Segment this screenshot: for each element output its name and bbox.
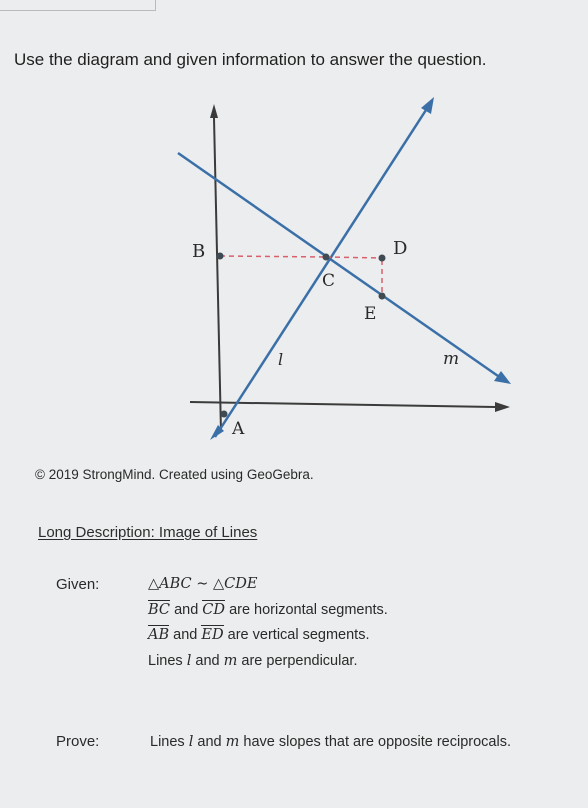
line-l-symbol: l bbox=[188, 734, 194, 750]
similarity-statement: △ABC ∼ △CDE bbox=[148, 576, 258, 592]
point-c bbox=[323, 254, 330, 261]
dashed-bc bbox=[220, 256, 326, 257]
given-label: Given: bbox=[56, 576, 100, 593]
prove-label: Prove: bbox=[56, 733, 100, 750]
line-m bbox=[178, 153, 498, 376]
and-text: and bbox=[173, 627, 198, 643]
label-l: l bbox=[278, 350, 284, 369]
given-similarity bbox=[148, 576, 257, 592]
lines-text: Lines bbox=[150, 734, 185, 750]
label-c: C bbox=[322, 271, 336, 291]
line-l-arrow-top bbox=[421, 97, 434, 114]
perpendicular-text: are perpendicular. bbox=[241, 653, 358, 669]
point-e bbox=[379, 293, 386, 300]
vertical-axis bbox=[214, 118, 221, 432]
vertical-text: are vertical segments. bbox=[227, 627, 370, 643]
label-e: E bbox=[364, 304, 377, 324]
prove-statement bbox=[150, 734, 511, 750]
label-m: m bbox=[443, 349, 460, 369]
line-m-symbol: m bbox=[225, 734, 240, 750]
segment-ed: ED bbox=[201, 627, 224, 643]
and-text: and bbox=[197, 734, 222, 750]
given-perpendicular bbox=[148, 653, 357, 669]
label-b: B bbox=[192, 241, 206, 262]
horizontal-text: are horizontal segments. bbox=[229, 602, 388, 618]
line-m-symbol: m bbox=[223, 653, 238, 669]
line-l-symbol: l bbox=[186, 653, 192, 669]
point-d bbox=[379, 255, 386, 262]
given-horizontal-segments bbox=[148, 602, 388, 618]
line-m-arrow-right bbox=[494, 371, 511, 384]
vertical-axis-arrow bbox=[210, 104, 218, 118]
and-text: and bbox=[195, 653, 220, 669]
given-vertical-segments bbox=[148, 627, 370, 643]
line-l bbox=[215, 110, 426, 437]
segment-bc: BC bbox=[148, 602, 171, 618]
label-a: A bbox=[232, 419, 245, 439]
dashed-cd bbox=[326, 257, 382, 258]
label-d: D bbox=[393, 238, 408, 259]
long-description-link[interactable]: Long Description: Image of Lines bbox=[38, 524, 258, 541]
instruction-text: Use the diagram and given information to answer the question. bbox=[14, 50, 487, 69]
horizontal-axis-arrow-right bbox=[495, 402, 510, 412]
point-a bbox=[221, 411, 228, 418]
slopes-text: have slopes that are opposite reciprocals. bbox=[243, 734, 511, 750]
segment-ab: AB bbox=[148, 627, 170, 643]
and-text: and bbox=[174, 602, 199, 618]
copyright-credit: © 2019 StrongMind. Created using GeoGebra. bbox=[35, 467, 314, 482]
point-b bbox=[217, 253, 224, 260]
lines-text: Lines bbox=[148, 653, 183, 669]
segment-cd: CD bbox=[202, 602, 226, 618]
